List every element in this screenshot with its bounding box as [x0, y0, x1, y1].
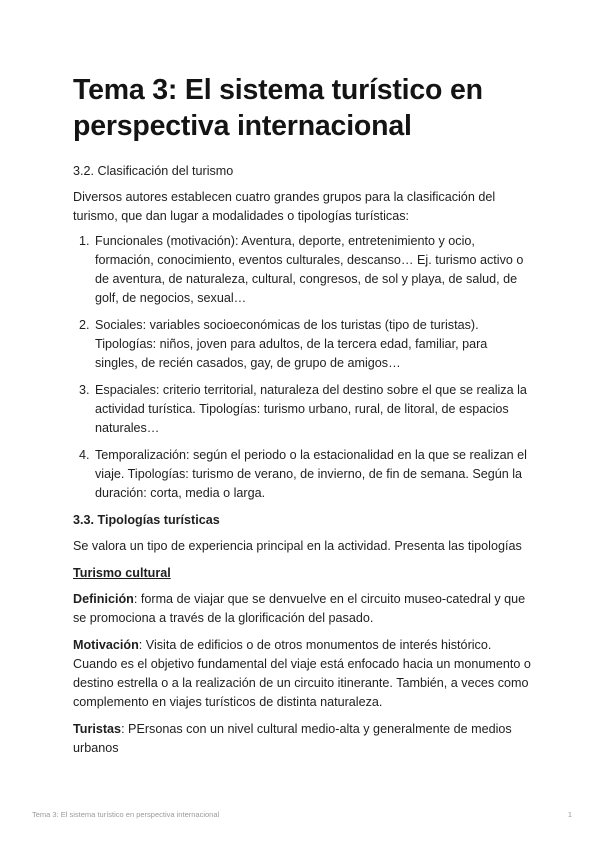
subsection-heading-3-2: 3.2. Clasificación del turismo [73, 164, 234, 178]
definicion-paragraph [73, 590, 533, 628]
tipologias-paragraph: Se valora un tipo de experiencia principal en la actividad. Presenta las tipologías [73, 539, 522, 553]
definicion-text: : forma de viajar que se denvuelve en el circuito museo-catedral y que se promociona a través de la glorificación del pasado. [73, 592, 526, 625]
motivacion-text: : Visita de edificios o de otros monumentos de interés histórico. Cuando es el objetivo fundamental del viaje está enfocado hacia un monumento o destino estrella o a la realización de un circuito itinerante. También, a veces como complemento en viajes turísticos de distinta naturaleza. [73, 638, 531, 709]
page-number: 1 [567, 810, 572, 819]
page-footer [32, 810, 572, 819]
list-item: 1. Funcionales (motivación): Aventura, deporte, entretenimiento y ocio, formación, conocimiento, eventos culturales, descanso… Ej. turismo activo o de aventura, de naturaleza, cultural, congresos, de sol y playa, de salud, de golf, de negocios, sexual… [93, 232, 533, 308]
list-item: 3. Espaciales: criterio territorial, naturaleza del destino sobre el que se realiza la actividad turística. Tipologías: turismo urbano, rural, de litoral, de espacios naturales… [93, 381, 533, 438]
motivacion-paragraph [73, 636, 533, 712]
footer-title: Tema 3: El sistema turístico en perspectiva internacional [32, 810, 220, 819]
list-item: 4. Temporalización: según el periodo o la estacionalidad en la que se realizan el viaje. Tipologías: turismo de verano, de invierno, de fin de semana. Según la duración: corta, media o larga. [93, 446, 533, 503]
definicion-label: Definición [73, 592, 134, 606]
turistas-text: : PErsonas con un nivel cultural medio-alta y generalmente de medios urbanos [73, 722, 512, 755]
classification-list [73, 232, 533, 503]
turismo-cultural-heading: Turismo cultural [73, 566, 171, 580]
turistas-label: Turistas [73, 722, 122, 736]
motivacion-label: Motivación [73, 638, 139, 652]
document-page [73, 72, 533, 758]
turistas-paragraph [73, 720, 533, 758]
list-item: 2. Sociales: variables socioeconómicas de los turistas (tipo de turistas). Tipologías: niños, joven para adultos, de la tercera edad, familiar, para singles, de recién casados, gay, de grupo de amigos… [93, 316, 533, 373]
page-title: Tema 3: El sistema turístico en perspectiva internacional [73, 74, 483, 142]
intro-paragraph: Diversos autores establecen cuatro grandes grupos para la clasificación del turismo, que dan lugar a modalidades o tipologías turísticas: [73, 190, 496, 223]
subsection-heading-3-3: 3.3. Tipologías turísticas [73, 513, 220, 527]
